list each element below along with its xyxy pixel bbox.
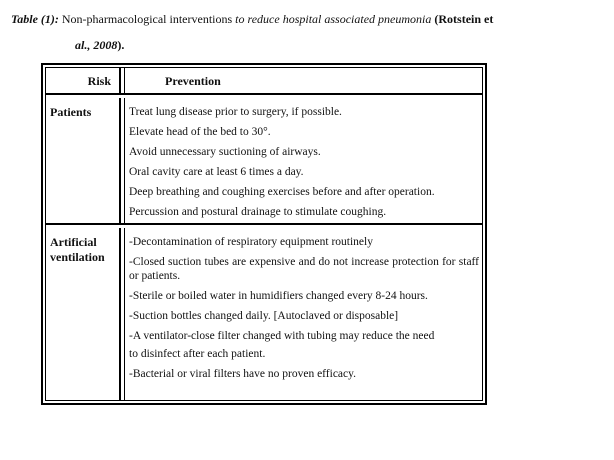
- caption-text: Non-pharmacological interventions: [58, 12, 236, 26]
- prevention-item: -Closed suction tubes are expensive and do not increase protection for staff or patients.: [129, 256, 479, 282]
- table-header-row: [46, 68, 482, 95]
- table-caption: [11, 9, 591, 55]
- table-row-artificial-ventilation: [46, 228, 482, 400]
- table-inner: [45, 67, 483, 401]
- prevention-item: to disinfect after each patient.: [129, 348, 266, 360]
- caption-citation-year: al., 2008: [75, 38, 118, 52]
- table-row-patients: [46, 98, 482, 225]
- prevention-item: Treat lung disease prior to surgery, if possible.: [129, 106, 342, 118]
- risk-label-ventilation: [50, 235, 105, 265]
- prevention-item: -Decontamination of respiratory equipment routinely: [129, 236, 373, 248]
- prevention-item: Oral cavity care at least 6 times a day.: [129, 166, 304, 178]
- caption-line-1: [11, 9, 591, 29]
- prevention-item: Percussion and postural drainage to stimulate coughing.: [129, 206, 387, 218]
- caption-table-label: Table (1):: [11, 12, 59, 26]
- caption-citation-close: ).: [117, 38, 125, 52]
- prevention-cell-ventilation: [124, 228, 482, 400]
- header-prevention-cell: [124, 68, 482, 93]
- risk-label-line-2: ventilation: [50, 250, 105, 264]
- caption-citation-open: (Rotstein et: [431, 12, 494, 26]
- prevention-item: -A ventilator-close filter changed with tubing may reduce the need: [129, 330, 435, 342]
- risk-cell-patients: [46, 98, 121, 223]
- header-prevention: Prevention: [165, 74, 221, 88]
- prevention-list-ventilation: [129, 235, 479, 387]
- prevention-item: -Sterile or boiled water in humidifiers changed every 8-24 hours.: [129, 290, 428, 302]
- prevention-item: -Suction bottles changed daily. [Autoclaved or disposable]: [129, 310, 399, 322]
- caption-italic-text: to reduce hospital associated pneumonia: [235, 12, 432, 26]
- caption-line-2: [11, 35, 591, 55]
- prevention-item: Elevate head of the bed to 30°.: [129, 126, 271, 138]
- prevention-list-patients: [129, 105, 479, 225]
- header-risk-cell: [46, 68, 121, 93]
- risk-cell-ventilation: [46, 228, 121, 400]
- risk-label-line-1: Artificial: [50, 235, 97, 249]
- prevention-cell-patients: [124, 98, 482, 223]
- header-risk: Risk: [87, 74, 111, 88]
- prevention-item: Avoid unnecessary suctioning of airways.: [129, 146, 321, 158]
- prevention-item: Deep breathing and coughing exercises before and after operation.: [129, 186, 435, 198]
- risk-label-patients: Patients: [50, 105, 92, 119]
- interventions-table: [41, 63, 487, 405]
- prevention-item: -Bacterial or viral filters have no proven efficacy.: [129, 368, 357, 380]
